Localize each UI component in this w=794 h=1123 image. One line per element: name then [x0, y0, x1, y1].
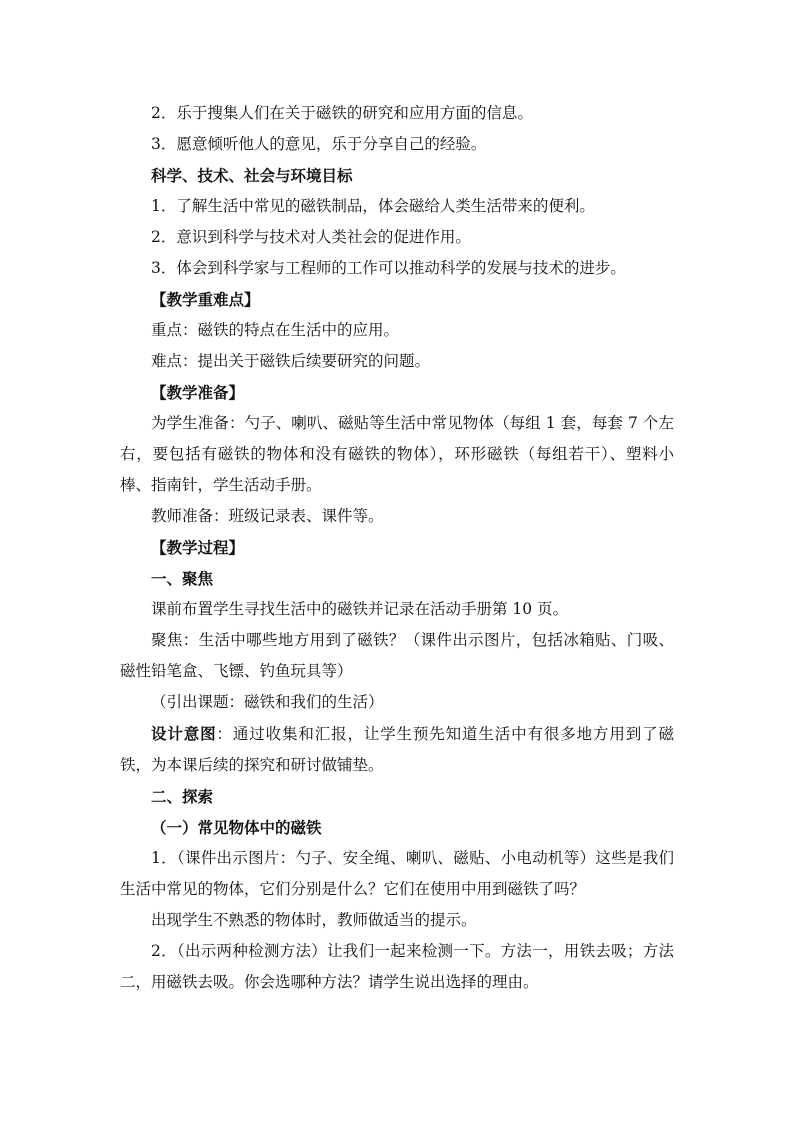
key-point: 重点：磁铁的特点在生活中的应用。: [151, 321, 400, 339]
sts-goal-1: 1．了解生活中常见的磁铁制品，体会磁给人类生活带来的便利。: [151, 197, 595, 215]
explore-paragraph-2: 出现学生不熟悉的物体时，教师做适当的提示。: [151, 911, 477, 929]
sts-goal-3: 3．体会到科学家与工程师的工作可以推动科学的发展与技术的进步。: [151, 259, 626, 277]
preparation-heading: 【教学准备】: [151, 383, 245, 402]
process-heading: 【教学过程】: [151, 538, 245, 557]
focus-heading: 一、聚焦: [151, 569, 214, 588]
key-points-heading: 【教学重难点】: [151, 290, 260, 309]
attitude-goal-3: 3．愿意倾听他人的意见，乐于分享自己的经验。: [151, 135, 487, 153]
explore-heading: 二、探索: [151, 787, 214, 806]
sts-goal-heading: 科学、技术、社会与环境目标: [151, 166, 353, 185]
focus-paragraph-1: 课前布置学生寻找生活中的磁铁并记录在活动手册第 10 页。: [151, 600, 569, 618]
attitude-goal-2: 2．乐于搜集人们在关于磁铁的研究和应用方面的信息。: [151, 104, 533, 122]
difficult-point: 难点：提出关于磁铁后续要研究的问题。: [151, 352, 431, 370]
teacher-preparation: 教师准备：班级记录表、课件等。: [151, 507, 384, 525]
explore-paragraph-3: 2．（出示两种检测方法）让我们一起来检测一下。方法一，用铁去吸；方法二，用磁铁去吸。你会选哪种方法？请学生说出选择的理由。: [120, 942, 674, 991]
focus-paragraph-2: 聚焦：生活中哪些地方用到了磁铁？（课件出示图片，包括冰箱贴、门吸、磁性铅笔盒、飞镖、钓鱼玩具等）: [120, 631, 674, 680]
explore-subheading: （一）常见物体中的磁铁: [151, 818, 322, 837]
student-preparation: 为学生准备：勺子、喇叭、磁贴等生活中常见物体（每组 1 套，每套 7 个左右，要包括有磁铁的物体和没有磁铁的物体），环形磁铁（每组若干）、塑料小棒、指南针，学生活动手册。: [120, 414, 674, 494]
focus-paragraph-3: （引出课题：磁铁和我们的生活）: [151, 693, 384, 711]
explore-paragraph-1: 1．（课件出示图片：勺子、安全绳、喇叭、磁贴、小电动机等）这些是我们生活中常见的物体，它们分别是什么？它们在使用中用到磁铁了吗？: [120, 849, 674, 898]
design-intent-text: ：通过收集和汇报，让学生预先知道生活中有很多地方用到了磁铁，为本课后续的探究和研讨做铺垫。: [120, 725, 674, 774]
design-intent-paragraph: [120, 718, 674, 781]
sts-goal-2: 2．意识到科学与技术对人类社会的促进作用。: [151, 228, 471, 246]
design-intent-label: 设计意图: [151, 724, 217, 743]
